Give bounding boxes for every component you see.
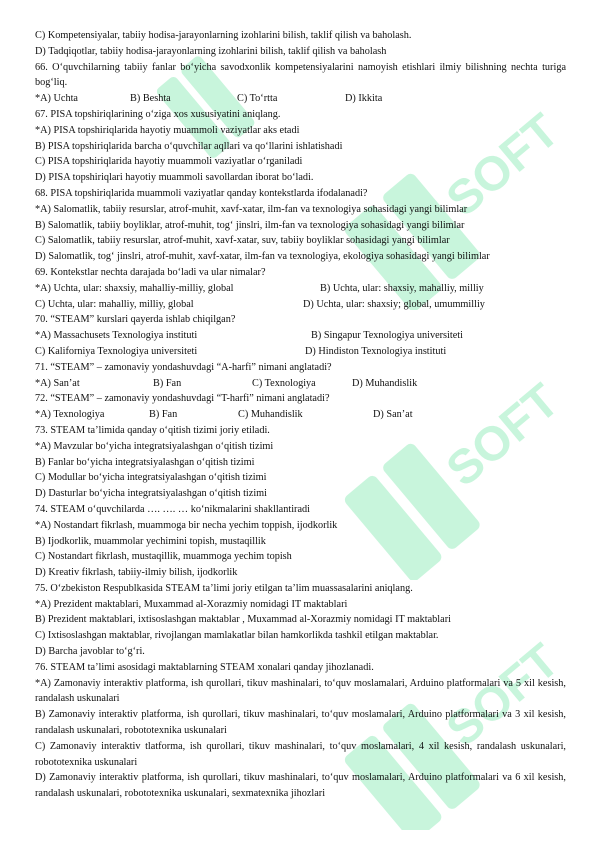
question-69: 69. Kontekstlar nechta darajada bo‘ladi va ular nimalar? — [35, 266, 266, 278]
answer-options-69-cd — [35, 297, 566, 313]
option-b: B) Ijodkorlik, muammolar yechimini topish, mustaqillik — [35, 535, 266, 547]
option-d: D) Hindiston Texnologiya instituti — [305, 345, 447, 357]
option-d: D) Muhandislik — [352, 377, 418, 389]
option-c: C) Ixtisoslashgan maktablar, rivojlangan mamlakatlar bilan hamkorlikda tashkil etilgan maktablar. — [35, 630, 439, 642]
answer-options-71 — [35, 376, 566, 392]
document-page — [35, 28, 566, 802]
option-c: C) Nostandart fikrlash, mustaqillik, muammoga yechim topish — [35, 551, 292, 563]
option-c: C) Zamonaviy interaktiv tlatforma, ish qurollari, tikuv mashinalari, to‘quv moslamalari, 4 xil kesish, randalash uskunalari, robototexnika uskunalari — [35, 740, 566, 768]
option-d: D) Ikkita — [345, 93, 383, 105]
option-b: B) Prezident maktablari, ixtisoslashgan maktablar , Muxammad al-Xorazmiy nomidagi IT maktablari — [35, 614, 451, 626]
question-74: 74. STEAM o‘quvchilarda …. …. … ko‘nikmalarini shakllantiradi — [35, 503, 310, 515]
watermark-text-1: SOFT — [437, 104, 570, 227]
question-72: 72. “STEAM” – zamonaviy yondashuvdagi “T-harfi” nimani anglatadi? — [35, 393, 330, 405]
option-b: B) Uchta, ular: shaxsiy, mahalliy, milliy — [320, 282, 484, 294]
option-d: D) Zamonaviy interaktiv platforma, ish qurollari, tikuv mashinalari, to‘quv moslamalari, Arduino platformalari va 6 xil kesish, randalash uskunalari, robototexnika uskunalari, sexmatexnika jihozlari — [35, 772, 566, 800]
answer-options-70-ab — [35, 328, 566, 344]
option-d: D) Uchta, ular: shaxsiy; global, umummilliy — [303, 298, 485, 310]
option-c: C) Salomatlik, tabiiy resurslar, atrof-muhit, xavf-xatar, suv, tabiiy boyliklar sohasidagi yangi bilimlar — [35, 235, 450, 247]
option-b: B) Fan — [153, 377, 182, 389]
option-b: B) Zamonaviy interaktiv platforma, ish qurollari, tikuv mashinalari, to‘quv moslamalari, Arduino platformalari va 3 xil kesish, randalash uskunalari, robototexnika uskunalari — [35, 709, 566, 737]
question-73: 73. STEAM ta’limida qanday o‘qitish tizimi joriy etiladi. — [35, 424, 270, 436]
text-line: D) Tadqiqotlar, tabiiy hodisa-jarayonlarning izohlarini bilish, taklif qilish va baholash — [35, 45, 387, 57]
option-b: B) Beshta — [130, 93, 171, 105]
option-a: *A) Massachusets Texnologiya instituti — [35, 330, 198, 342]
option-a: *A) Texnologiya — [35, 409, 105, 421]
option-b: B) Salomatlik, tabiiy boyliklar, atrof-muhit, tog‘ jinslri, ilm-fan va texnologiya sohasidagi yangi bilimlar — [35, 219, 465, 231]
option-c: C) Modullar bo‘yicha integratsiyalashgan o‘qitish tizimi — [35, 472, 267, 484]
option-d: D) San’at — [373, 409, 413, 421]
option-a: *A) Nostandart fikrlash, muammoga bir necha yechim toppish, ijodkorlik — [35, 519, 338, 531]
option-c: C) Muhandislik — [238, 409, 303, 421]
question-75: 75. O‘zbekiston Respublkasida STEAM ta’limi joriy etilgan ta’lim muassasalarini aniqlang. — [35, 582, 413, 594]
option-d: D) Dasturlar bo‘yicha integratsiyalashgan o‘qitish tizimi — [35, 488, 267, 500]
option-b: B) PISA topshiriqlarida barcha o‘quvchilar aqllari va qo‘llarini ishlatishadi — [35, 140, 343, 152]
option-a: *A) Uchta — [35, 93, 78, 105]
answer-options-70-cd — [35, 344, 566, 360]
option-b: B) Singapur Texnologiya universiteti — [311, 330, 463, 342]
question-68: 68. PISA topshiriqlarida muammoli vaziyatlar qanday kontekstlarda ifodalanadi? — [35, 187, 368, 199]
option-c: C) Uchta, ular: mahalliy, milliy, global — [35, 298, 194, 310]
option-c: C) Texnologiya — [252, 377, 316, 389]
answer-options-66 — [35, 91, 566, 107]
option-a: *A) Prezident maktablari, Muxammad al-Xorazmiy nomidagi IT maktablari — [35, 598, 348, 610]
watermark-text-2: SOFT — [437, 374, 570, 497]
answer-options-69-ab — [35, 281, 566, 297]
option-d: D) Kreativ fikrlash, tabiiy-ilmiy bilish, ijodkorlik — [35, 567, 238, 579]
option-a: *A) PISA topshiriqlarida hayotiy muammoli vaziyatlar aks etadi — [35, 124, 300, 136]
watermark-text-3: SOFT — [437, 634, 570, 757]
option-c: C) Kaliforniya Texnologiya universiteti — [35, 345, 198, 357]
option-a: *A) Mavzular bo‘yicha integratsiyalashgan o‘qitish tizimi — [35, 440, 274, 452]
option-a: *A) Uchta, ular: shaxsiy, mahalliy-milliy, global — [35, 282, 234, 294]
question-70: 70. “STEAM” kurslari qayerda ishlab chiqilgan? — [35, 314, 236, 326]
question-67: 67. PISA topshiriqlarining o‘ziga xos xususiyatini aniqlang. — [35, 108, 281, 120]
option-a: *A) Salomatlik, tabiiy resurslar, atrof-muhit, xavf-xatar, ilm-fan va texnologiya sohasidagi yangi bilimlar — [35, 203, 468, 215]
option-a: *A) San’at — [35, 377, 80, 389]
option-b: B) Fan — [149, 409, 178, 421]
question-66: 66. O‘quvchilarning tabiiy fanlar bo‘yicha savodxonlik kompetensiyalarini namoyish etishlari ilmiy bilishning nechta turiga bog‘liq. — [35, 61, 566, 89]
option-c: C) To‘rtta — [237, 93, 278, 105]
option-c: C) PISA topshiriqlarida hayotiy muammoli vaziyatlar o‘rganiladi — [35, 156, 303, 168]
text-line: C) Kompetensiyalar, tabiiy hodisa-jarayonlarning izohlarini bilish, taklif qilish va baholash. — [35, 30, 412, 41]
option-d: D) PISA topshiriqlari hayotiy muammoli savollardan iborat bo‘ladi. — [35, 172, 314, 184]
question-76: 76. STEAM ta’limi asosidagi maktablarning STEAM xonalari qanday jihozlanadi. — [35, 661, 374, 673]
option-a: *A) Zamonaviy interaktiv platforma, ish qurollari, tikuv mashinalari, to‘quv moslamalari, Arduino platformalari va 5 xil kesish, randalash uskunalari — [35, 677, 566, 705]
answer-options-72 — [35, 407, 566, 423]
option-b: B) Fanlar bo‘yicha integratsiyalashgan o‘qitish tizimi — [35, 456, 255, 468]
question-71: 71. “STEAM” – zamonaviy yondashuvdagi “A-harfi” nimani anglatadi? — [35, 361, 332, 373]
option-d: D) Salomatlik, tog‘ jinslri, atrof-muhit, xavf-xatar, ilm-fan va texnologiya, ekologiya sohasidagi yangi bilimlar — [35, 251, 490, 263]
option-d: D) Barcha javoblar to‘g‘ri. — [35, 646, 145, 658]
